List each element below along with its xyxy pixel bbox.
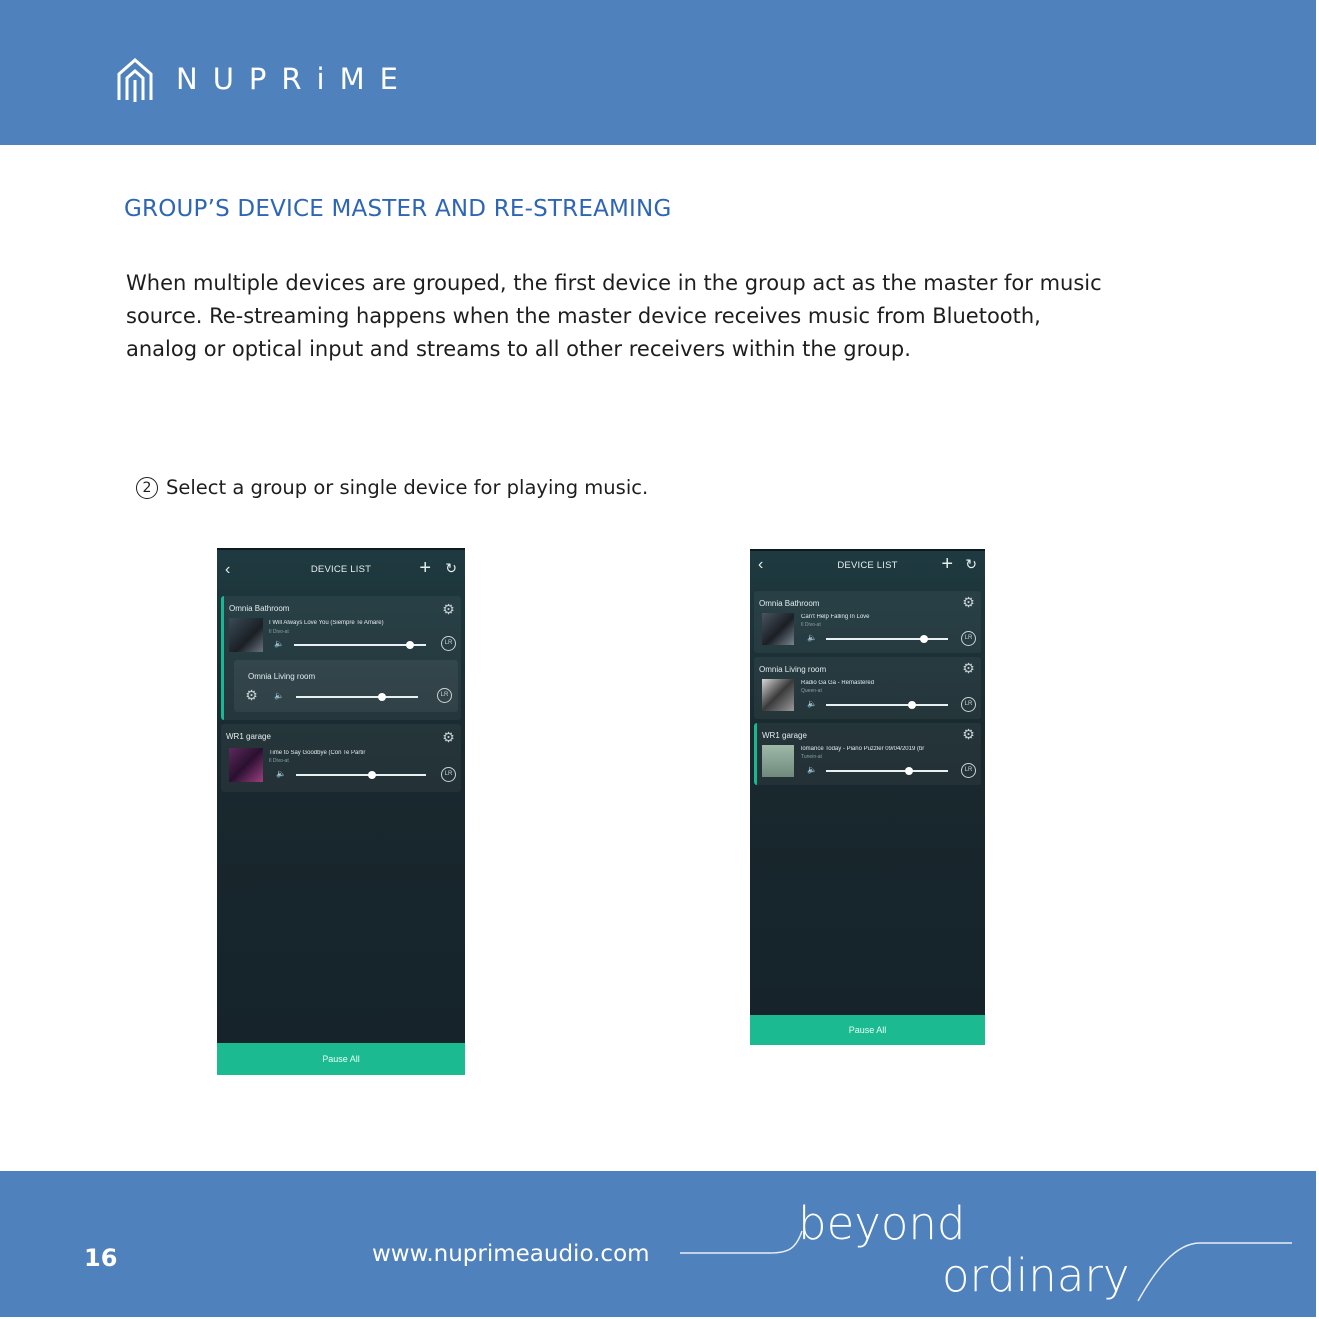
volume-icon: 🔈 <box>274 691 284 700</box>
section-title: GROUP’S DEVICE MASTER AND RE-STREAMING <box>124 196 672 222</box>
device-list-title: DEVICE LIST <box>837 560 898 571</box>
lr-channel-icon[interactable]: LR <box>961 763 976 778</box>
device-name: Omnia Living room <box>759 665 827 674</box>
song-title: Time to Say Goodbye (Con Te Partir <box>269 750 366 756</box>
album-art-thumbnail <box>229 748 263 782</box>
page-header <box>0 0 1316 145</box>
device-card[interactable] <box>754 657 981 719</box>
volume-slider[interactable] <box>296 696 418 698</box>
song-artist: Queen-at <box>801 688 822 694</box>
volume-icon: 🔈 <box>807 765 817 774</box>
song-artist: Il Divo-at <box>269 629 289 635</box>
page-footer <box>0 1171 1316 1317</box>
album-art-thumbnail <box>229 618 263 652</box>
settings-gear-icon[interactable]: ⚙ <box>442 729 455 745</box>
settings-gear-icon[interactable]: ⚙ <box>962 660 975 676</box>
album-art-thumbnail <box>762 745 794 777</box>
step-text: Select a group or single device for playing music. <box>166 476 649 499</box>
volume-slider-knob[interactable] <box>905 767 913 775</box>
volume-icon: 🔈 <box>276 769 286 778</box>
device-card-group-master[interactable] <box>221 596 461 720</box>
pause-all-button[interactable]: Pause All <box>750 1015 985 1045</box>
song-title: Can't Help Falling In Love <box>801 614 870 620</box>
refresh-icon[interactable]: ↻ <box>965 556 977 572</box>
website-url[interactable]: www.nuprimeaudio.com <box>372 1241 650 1267</box>
back-icon[interactable]: ‹ <box>758 556 764 573</box>
settings-gear-icon[interactable]: ⚙ <box>962 726 975 742</box>
tagline-ordinary: ordinary <box>942 1249 1130 1302</box>
lr-channel-icon[interactable]: LR <box>961 697 976 712</box>
device-list-topbar <box>750 549 985 589</box>
volume-icon: 🔈 <box>274 639 284 648</box>
song-artist: Tunein-at <box>801 754 822 760</box>
lr-channel-icon[interactable]: LR <box>441 636 456 651</box>
song-artist: Il Divo-at <box>801 622 821 628</box>
volume-slider-knob[interactable] <box>406 641 414 649</box>
back-icon[interactable]: ‹ <box>225 561 231 578</box>
lr-channel-icon[interactable]: LR <box>441 767 456 782</box>
settings-gear-icon[interactable]: ⚙ <box>245 687 258 703</box>
volume-slider[interactable] <box>826 704 948 706</box>
volume-icon: 🔈 <box>807 699 817 708</box>
device-list-title: DEVICE LIST <box>310 564 372 575</box>
device-list-topbar <box>217 548 465 590</box>
phone-screenshot-grouped <box>217 548 465 1075</box>
phone-screenshot-ungrouped <box>750 549 985 1045</box>
page-number: 16 <box>84 1244 118 1272</box>
add-icon[interactable]: + <box>941 553 953 575</box>
member-device-name: Omnia Living room <box>248 672 316 681</box>
device-card[interactable] <box>221 724 461 792</box>
device-name: Omnia Bathroom <box>759 599 820 608</box>
song-title: lomance Today - Piano Puzzler 09/04/2019 (br <box>801 746 925 752</box>
song-title: Radio Ga Ga - Remastered <box>801 680 875 686</box>
settings-gear-icon[interactable]: ⚙ <box>962 594 975 610</box>
paragraph-line: source. Re-streaming happens when the master device receives music from Bluetooth, <box>126 304 1041 328</box>
nuprime-logo-icon <box>116 56 154 102</box>
beyond-ordinary-tagline <box>680 1191 1300 1306</box>
logo-wordmark: NUPRiME <box>176 62 413 96</box>
paragraph-line: analog or optical input and streams to all other receivers within the group. <box>126 337 911 361</box>
section-paragraph <box>126 267 1186 366</box>
volume-slider-knob[interactable] <box>368 771 376 779</box>
song-artist: Il Divo-at <box>269 758 289 764</box>
add-icon[interactable]: + <box>419 557 431 579</box>
nuprime-logo <box>116 56 413 102</box>
step-instruction <box>136 476 648 499</box>
device-card[interactable] <box>754 591 981 653</box>
device-name: WR1 garage <box>762 731 807 740</box>
device-name: WR1 garage <box>226 732 271 741</box>
song-title: I Will Always Love You (Siempre Te Amare) <box>269 620 384 626</box>
pause-all-button[interactable]: Pause All <box>217 1043 465 1075</box>
device-card-selected[interactable] <box>754 723 981 785</box>
volume-slider[interactable] <box>826 638 948 640</box>
device-name: Omnia Bathroom <box>229 604 290 613</box>
settings-gear-icon[interactable]: ⚙ <box>442 601 455 617</box>
volume-slider-knob[interactable] <box>920 635 928 643</box>
tagline-beyond: beyond <box>798 1197 966 1250</box>
volume-slider[interactable] <box>296 774 426 776</box>
volume-slider-knob[interactable] <box>378 693 386 701</box>
volume-slider[interactable] <box>294 644 426 646</box>
lr-channel-icon[interactable]: LR <box>961 631 976 646</box>
volume-slider[interactable] <box>826 770 948 772</box>
paragraph-line: When multiple devices are grouped, the first device in the group act as the master for music <box>126 271 1102 295</box>
lr-channel-icon[interactable]: LR <box>437 688 452 703</box>
volume-slider-knob[interactable] <box>908 701 916 709</box>
album-art-thumbnail <box>762 613 794 645</box>
refresh-icon[interactable]: ↻ <box>445 560 457 576</box>
step-number-circle: 2 <box>136 477 158 499</box>
album-art-thumbnail <box>762 679 794 711</box>
volume-icon: 🔈 <box>807 633 817 642</box>
group-member-card[interactable] <box>234 660 458 712</box>
